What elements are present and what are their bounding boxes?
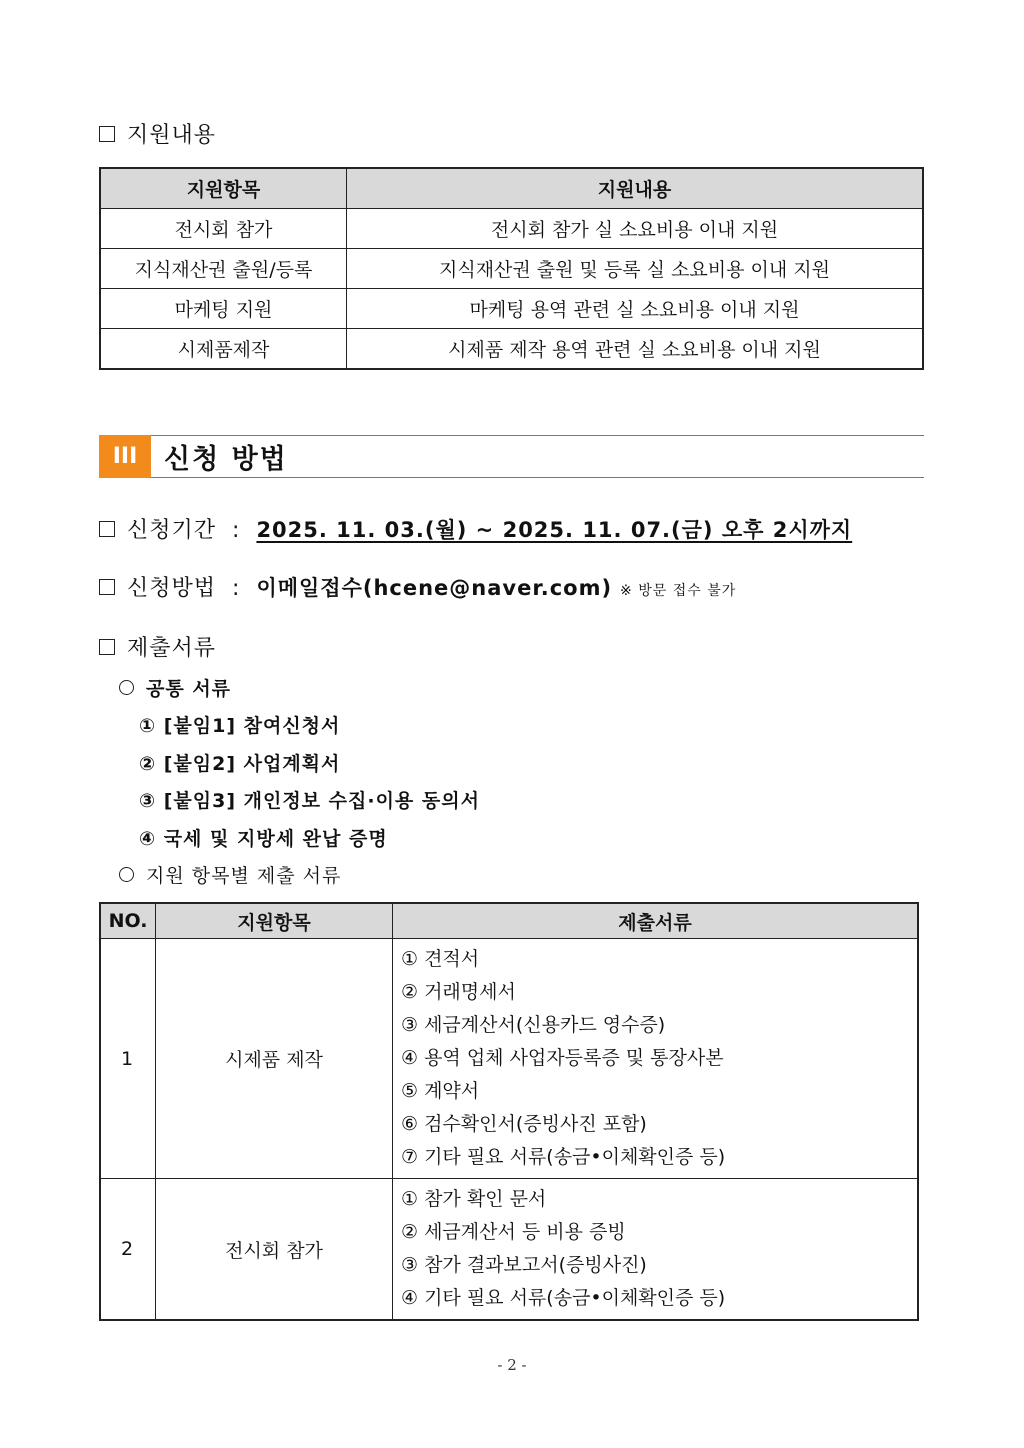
header-cell: 지원항목 — [100, 168, 347, 209]
item-cell: 시제품제작 — [100, 329, 347, 370]
section-rule-top — [151, 435, 924, 436]
list-item: ③ [붙임3] 개인정보 수집·이용 동의서 — [139, 790, 480, 812]
method-value: 이메일접수(hcene@naver.com) — [256, 576, 613, 600]
list-item: ③ 세금계산서(신용카드 영수증) — [401, 1014, 666, 1036]
content-cell: 지식재산권 출원 및 등록 실 소요비용 이내 지원 — [347, 249, 924, 289]
list-item: ① 참가 확인 문서 — [401, 1188, 547, 1210]
item-cell: 전시회 참가 — [100, 209, 347, 249]
list-item: ⑤ 계약서 — [401, 1080, 480, 1102]
item-cell: 지식재산권 출원/등록 — [100, 249, 347, 289]
list-item: ④ 용역 업체 사업자등록증 및 통장사본 — [401, 1047, 724, 1069]
item-cell: 전시회 참가 — [156, 1179, 393, 1321]
section-title: 신청 방법 — [164, 444, 288, 475]
header-cell: 지원내용 — [347, 168, 924, 209]
header-cell: NO. — [100, 903, 156, 939]
content-cell: 전시회 참가 실 소요비용 이내 지원 — [347, 209, 924, 249]
item-cell: 마케팅 지원 — [100, 289, 347, 329]
table-row — [100, 1179, 918, 1321]
checkbox-square-icon — [99, 579, 115, 595]
table-row — [100, 209, 923, 249]
application-method: 신청방법 : 이메일접수(hcene@naver.com) ※ 방문 접수 불가 — [99, 571, 736, 602]
checkbox-square-icon — [99, 521, 115, 537]
support-heading: 지원내용 — [99, 118, 216, 149]
table-row — [100, 329, 923, 370]
list-item: ① [붙임1] 참여신청서 — [139, 715, 341, 737]
list-item: ② 거래명세서 — [401, 981, 516, 1003]
no-cell: 1 — [100, 939, 156, 1179]
list-item: ③ 참가 결과보고서(증빙사진) — [401, 1254, 647, 1276]
table-row — [100, 249, 923, 289]
section-rule-bottom — [151, 477, 924, 478]
list-item: ① 견적서 — [401, 948, 480, 970]
support-table — [99, 167, 924, 370]
no-cell: 2 — [100, 1179, 156, 1321]
list-item: ⑥ 검수확인서(증빙사진 포함) — [401, 1113, 647, 1135]
content-cell: 마케팅 용역 관련 실 소요비용 이내 지원 — [347, 289, 924, 329]
documents-table — [99, 902, 919, 1321]
checkbox-square-icon — [99, 639, 115, 655]
table-row — [100, 289, 923, 329]
section-number-badge: III — [99, 435, 151, 478]
method-note: ※ 방문 접수 불가 — [620, 583, 737, 599]
checkbox-square-icon — [99, 126, 115, 142]
common-docs-label: 공통 서류 — [119, 674, 231, 701]
content-cell: 시제품 제작 용역 관련 실 소요비용 이내 지원 — [347, 329, 924, 370]
header-cell: 지원항목 — [156, 903, 393, 939]
item-cell: 시제품 제작 — [156, 939, 393, 1179]
circle-bullet-icon — [119, 680, 134, 695]
page-number: - 2 - — [497, 1356, 527, 1374]
by-item-docs-label: 지원 항목별 제출 서류 — [119, 861, 341, 888]
list-item: ② 세금계산서 등 비용 증빙 — [401, 1221, 626, 1243]
list-item: ④ 국세 및 지방세 완납 증명 — [139, 828, 388, 850]
list-item: ④ 기타 필요 서류(송금•이체확인증 등) — [401, 1287, 726, 1309]
docs-cell — [393, 939, 919, 1179]
table-row — [100, 939, 918, 1179]
documents-heading: 제출서류 — [99, 631, 216, 662]
period-value: 2025. 11. 03.(월) ~ 2025. 11. 07.(금) 오후 2시까지 — [256, 518, 853, 542]
table-header-row — [100, 903, 918, 939]
circle-bullet-icon — [119, 867, 134, 882]
application-period: 신청기간 : 2025. 11. 03.(월) ~ 2025. 11. 07.(금) 오후 2시까지 — [99, 513, 852, 544]
list-item: ② [붙임2] 사업계획서 — [139, 753, 341, 775]
table-header-row — [100, 168, 923, 209]
header-cell: 제출서류 — [393, 903, 919, 939]
list-item: ⑦ 기타 필요 서류(송금•이체확인증 등) — [401, 1146, 726, 1168]
docs-cell — [393, 1179, 919, 1321]
